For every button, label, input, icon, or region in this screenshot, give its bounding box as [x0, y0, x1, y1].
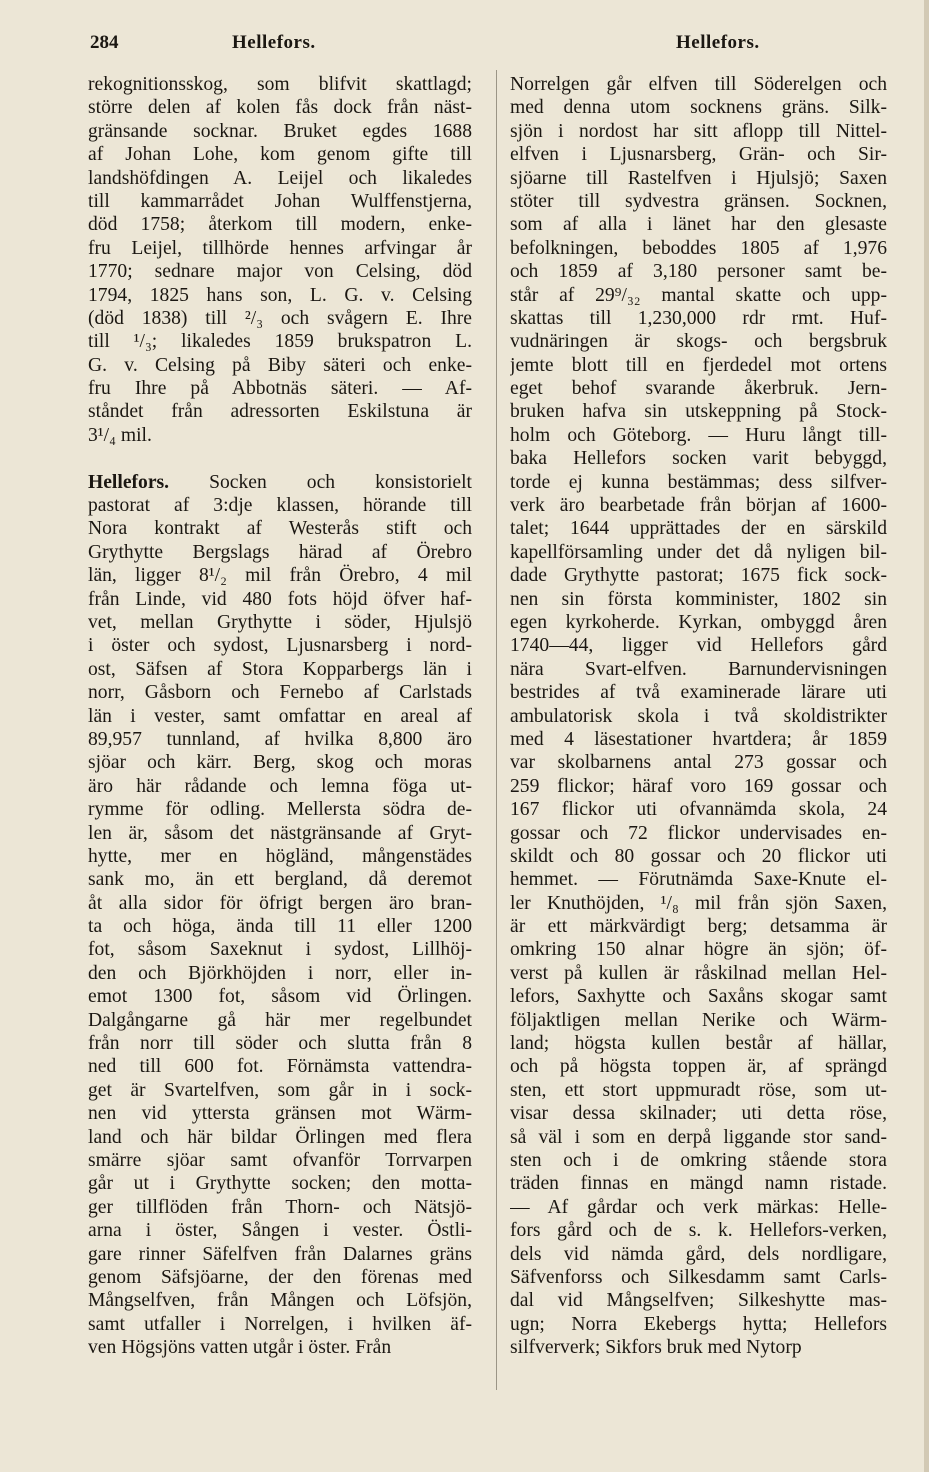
- text-line: träden finnas en mängd namn ristade.: [510, 1173, 887, 1195]
- text-line: 1740—44, ligger vid Hellefors gård: [510, 635, 887, 657]
- text-line: bestrides af två examinerade lärare uti: [510, 682, 887, 704]
- text-line: vet, mellan Grythytte i söder, Hjulsjö: [88, 611, 472, 633]
- text-line: 259 flickor; häraf voro 169 gossar och: [510, 775, 887, 797]
- paragraph-gap: [88, 447, 472, 470]
- text-line: torde ej kunna bestämmas; dess silfver-: [510, 471, 887, 493]
- text-line: smärre sjöar samt ofvanför Torrvarpen: [88, 1149, 472, 1171]
- text-line: jemte blott till en fjerdedel mot ortens: [510, 354, 887, 376]
- text-line: från norr till söder och slutta från 8: [88, 1033, 472, 1055]
- page-number: 284: [90, 32, 119, 53]
- text-line: (död 1838) till ²/₃ och svågern E. Ihre: [88, 307, 472, 329]
- text-line: norr, Gåsborn och Fernebo af Carlstads: [88, 682, 472, 704]
- text-line: län i vester, samt omfattar en areal af: [88, 705, 472, 727]
- text-line: ned till 600 fot. Förnämsta vattendra-: [88, 1056, 472, 1078]
- text-line: är ett märkvärdigt berg; detsamma är: [510, 916, 887, 938]
- text-line: Norrelgen går elfven till Söderelgen och: [510, 74, 887, 95]
- text-line: med denna utom socknens gräns. Silk-: [510, 97, 887, 119]
- text-line: rekognitionsskog, som blifvit skattlagd;: [88, 74, 472, 95]
- text-line: omkring 150 alnar högre än sjön; öf-: [510, 939, 887, 961]
- text-line: — Af gårdar och verk märkas: Helle-: [510, 1196, 887, 1218]
- text-line: dade Grythytte pastorat; 1675 fick sock-: [510, 565, 887, 587]
- running-head-left: Hellefors.: [232, 32, 316, 53]
- section-heading: Hellefors.: [88, 471, 170, 493]
- text-line: talet; 1644 upprättades der en särskild: [510, 518, 887, 540]
- text-line: större delen af kolen fås dock från näst-: [88, 97, 472, 119]
- text-line: nen vid yttersta gränsen mot Wärm-: [88, 1103, 472, 1125]
- text-line: med 4 läsestationer hvartdera; år 1859: [510, 728, 887, 750]
- column-divider: [496, 70, 497, 1390]
- text-line: befolkningen, beboddes 1805 af 1,976: [510, 237, 887, 259]
- text-line: landshöfdingen A. Leijel och likaledes: [88, 167, 472, 189]
- text-line: holm och Göteborg. — Huru långt till-: [510, 424, 887, 446]
- text-line: sjön i nordost har sitt aflopp till Nittel-: [510, 120, 887, 142]
- text-line: län, ligger 8¹/₂ mil från Örebro, 4 mil: [88, 565, 472, 587]
- text-line: till ¹/₃; likaledes 1859 brukspatron L.: [88, 331, 472, 353]
- text-line: bruken hafva sin utskeppning på Stock-: [510, 401, 887, 423]
- text-line: står af 29⁹/₃₂ mantal skatte och upp-: [510, 284, 887, 306]
- text-line: ambulatorisk skola i två skoldistrikter: [510, 705, 887, 727]
- text-line: ta och höga, ända till 11 eller 1200: [88, 916, 472, 938]
- text-line: vudnäringen är skogs- och bergsbruk: [510, 331, 887, 353]
- running-head-right: Hellefors.: [676, 32, 760, 53]
- text-line: gossar och 72 flickor undervisades en-: [510, 822, 887, 844]
- text-line: ståndet från adressorten Eskilstuna är: [88, 401, 472, 423]
- text-line: egen kyrkoherde. Kyrkan, ombyggd åren: [510, 611, 887, 633]
- text-line: Säfvenforss och Silkesdamm samt Carls-: [510, 1266, 887, 1288]
- text-line: åt alla sidor för öfrigt bergen äro bran-: [88, 892, 472, 914]
- text-line: ler Knuthöjden, ¹/₈ mil från sjön Saxen,: [510, 892, 887, 914]
- text-line: skattas till 1,230,000 rdr rmt. Huf-: [510, 307, 887, 329]
- text-line: len är, såsom det nästgränsande af Gryt-: [88, 822, 472, 844]
- page-edge: [924, 0, 929, 1472]
- text-line: sank mo, än ett bergland, då deremot: [88, 869, 472, 891]
- text-line: fot, såsom Saxeknut i sydost, Lillhöj-: [88, 939, 472, 961]
- text-line: till kammarrådet Johan Wulffenstjerna,: [88, 190, 472, 212]
- text-line: fors gård och de s. k. Hellefors-verken,: [510, 1220, 887, 1242]
- text-line: get är Svartelfven, som går in i sock-: [88, 1079, 472, 1101]
- text-line: verst på kullen är råskilnad mellan Hel-: [510, 962, 887, 984]
- text-line: ost, Säfsen af Stora Kopparbergs län i: [88, 658, 472, 680]
- text-line: som af alla i länet har den glesaste: [510, 214, 887, 236]
- text-line: sten och i de omkring stående stora: [510, 1149, 887, 1171]
- text-line: dal vid Mångselfven; Silkeshytte mas-: [510, 1290, 887, 1312]
- text-line: den och Björkhöjden i norr, eller in-: [88, 962, 472, 984]
- text-line: kapellförsamling under det då nyligen bil-: [510, 541, 887, 563]
- text-line: visar dessa skilnader; uti detta röse,: [510, 1103, 887, 1125]
- text-line: ugn; Norra Ekebergs hytta; Hellefors: [510, 1313, 887, 1335]
- text-line: 1770; sednare major von Celsing, död: [88, 261, 472, 283]
- text-line: 1794, 1825 hans son, L. G. v. Celsing: [88, 284, 472, 306]
- text-line: land; högsta kullen består af hällar,: [510, 1033, 887, 1055]
- text-line: går ut i Grythytte socken; den motta-: [88, 1173, 472, 1195]
- text-line: ven Högsjöns vatten utgår i öster. Från: [88, 1337, 392, 1359]
- text-line: stöter till sydvestra gränsen. Socknen,: [510, 190, 887, 212]
- text-line: nära Svart-elfven. Barnundervisningen: [510, 658, 887, 680]
- left-text-column: [88, 73, 472, 1359]
- text-line: sjöar och kärr. Berg, skog och moras: [88, 752, 472, 774]
- text-line: genom Säfsjöarne, der den förenas med: [88, 1266, 472, 1288]
- text-line: emot 1300 fot, såsom vid Örlingen.: [88, 986, 472, 1008]
- text-line: 3¹/₄ mil.: [88, 424, 152, 446]
- text-line: hemmet. — Förutnämda Saxe-Knute el-: [510, 869, 887, 891]
- text-line: samt utfaller i Norrelgen, i hvilken äf-: [88, 1313, 472, 1335]
- text-line: gare rinner Säfelfven från Dalarnes gräns: [88, 1243, 472, 1265]
- text-line: gränsande socknar. Bruket egdes 1688: [88, 120, 472, 142]
- text-line: 167 flickor uti ofvannämda skola, 24: [510, 799, 887, 821]
- text-line: fru Ihre på Abbotnäs säteri. — Af-: [88, 378, 472, 400]
- text-line: ger tillflöden från Thorn- och Nätsjö-: [88, 1196, 472, 1218]
- text-line: död 1758; återkom till modern, enke-: [88, 214, 472, 236]
- text-line: och på högsta toppen är, af sprängd: [510, 1056, 887, 1078]
- text-line: verk äro bearbetade från början af 1600-: [510, 495, 887, 517]
- text-line: 89,957 tunnland, af hvilka 8,800 äro: [88, 728, 472, 750]
- text-line: äro här rådande och lemna föga ut-: [88, 775, 472, 797]
- text-line: Mångselfven, från Mången och Löfsjön,: [88, 1290, 472, 1312]
- text-line: skildt och 80 gossar och 20 flickor uti: [510, 845, 887, 867]
- text-line: och 1859 af 3,180 personer samt be-: [510, 261, 887, 283]
- text-line: sten, ett stort uppmuradt röse, som ut-: [510, 1079, 887, 1101]
- text-line: Nora kontrakt af Westerås stift och: [88, 518, 472, 540]
- text-line: elfven i Ljusnarsberg, Grän- och Sir-: [510, 144, 887, 166]
- page-header: [0, 32, 929, 56]
- text-line: Grythytte Bergslags härad af Örebro: [88, 541, 472, 563]
- text-line: eget behof svarande åkerbruk. Jern-: [510, 378, 887, 400]
- text-line: nen sin första komminister, 1802 sin: [510, 588, 887, 610]
- text-line: dels vid nämda gård, dels nordligare,: [510, 1243, 887, 1265]
- text-line: arna i öster, Sången i vester. Östli-: [88, 1220, 472, 1242]
- text-line: af Johan Lohe, kom genom gifte till: [88, 144, 472, 166]
- text-line: hytte, mer en högländ, mångenstädes: [88, 845, 472, 867]
- right-text-column: [510, 73, 887, 1359]
- text-line: pastorat af 3:dje klassen, hörande till: [88, 495, 472, 517]
- text-line: G. v. Celsing på Biby säteri och enke-: [88, 354, 472, 376]
- text-line: baka Hellefors socken varit bebyggd,: [510, 448, 887, 470]
- text-line: lefors, Saxhytte och Saxåns skogar samt: [510, 986, 887, 1008]
- text-line: följaktligen mellan Nerike och Wärm-: [510, 1009, 887, 1031]
- text-line: var skolbarnens antal 273 gossar och: [510, 752, 887, 774]
- text-line: så väl i som en derpå liggande stor sand-: [510, 1126, 887, 1148]
- text-line: i öster och sydost, Ljusnarsberg i nord-: [88, 635, 472, 657]
- text-line: Hellefors. Socken och konsistorielt: [88, 471, 472, 493]
- text-line: sjöarne till Rastelfven i Hjulsjö; Saxen: [510, 167, 887, 189]
- text-line: land och här bildar Örlingen med flera: [88, 1126, 472, 1148]
- text-line: från Linde, vid 480 fots höjd öfver haf-: [88, 588, 472, 610]
- text-line: rymme för odling. Mellersta södra de-: [88, 799, 472, 821]
- text-line: silfververk; Sikfors bruk med Nytorp: [510, 1337, 802, 1359]
- text-line: fru Leijel, tillhörde hennes arfvingar år: [88, 237, 472, 259]
- text-line: Dalgångarne gå här mer regelbundet: [88, 1009, 472, 1031]
